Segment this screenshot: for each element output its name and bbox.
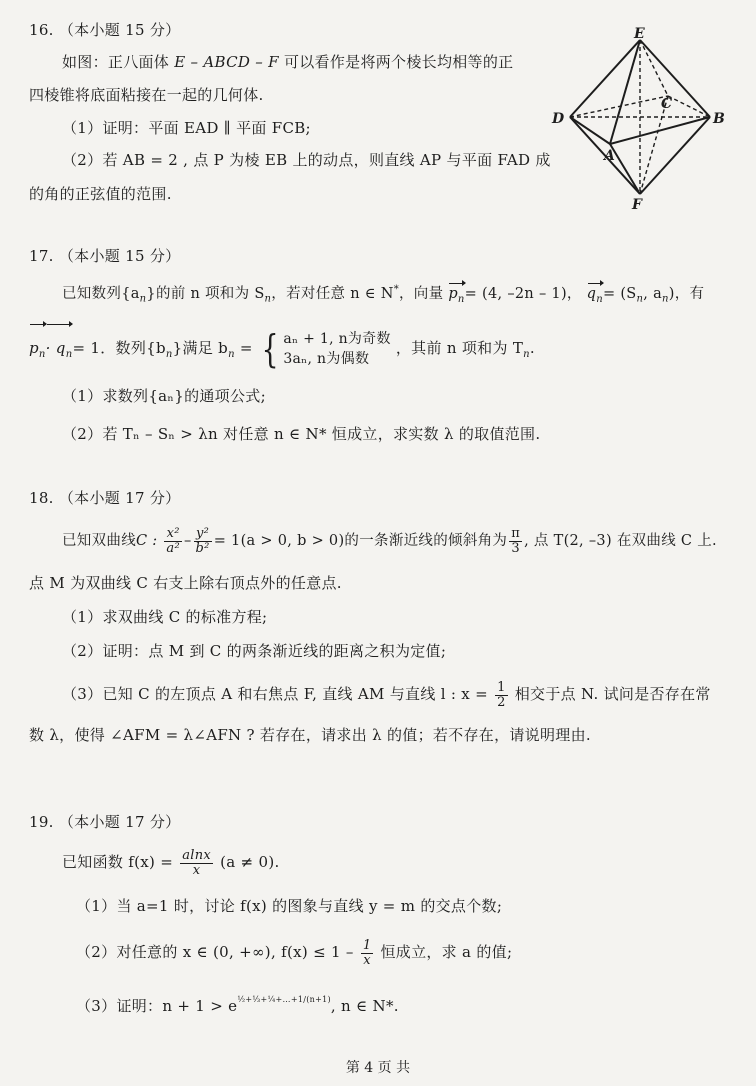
frac-den: x [192,862,201,878]
q17-l1h: = (S [602,285,637,302]
q19-p3b: , n ∈ N*. [330,997,399,1015]
q17-l1c: ，若对任意 n ∈ N [271,285,394,302]
vector-q [587,281,603,310]
q19-part1: （1）当 a=1 时，讨论 f(x) 的图象与直线 y = m 的交点个数; [76,897,503,915]
q17-line1 [62,280,704,310]
sub-n: n [139,293,147,305]
frac-num: π [511,525,521,541]
q18-header [29,488,180,508]
sub-n: n [264,293,272,305]
frac-x2-a2 [164,527,182,556]
frac-num: y² [194,527,212,542]
label-a: A [604,148,615,164]
frac-den: x [363,952,371,968]
q16-number: 16. [29,21,54,39]
label-d: D [552,111,565,127]
page-footer: 第 4 页 共 [345,1060,411,1076]
q16-intro [62,52,513,72]
q19-p3a: （3）证明：n + 1 > e [76,997,238,1015]
sub-n: n [596,293,603,305]
q18-l1c: = 1(a > 0, b > 0)的一条渐近线的倾斜角为 [213,533,508,549]
q18-part3 [62,674,711,714]
edge-ab [610,117,710,144]
sup-star: * [393,284,399,295]
label-b: B [713,111,725,127]
vec-q2-letter: · q [45,339,66,357]
q18-part2: （2）证明：点 M 到 C 的两条渐近线的距离之积为定值; [62,642,447,660]
q19-l1b: (a ≠ 0). [220,853,280,871]
q18-number: 18. [29,489,54,507]
q18-l1b: C : [136,533,158,549]
vector-p [448,281,464,310]
case-odd: aₙ + 1, n为奇数 [283,331,391,347]
q18-l1a: 已知双曲线 [62,533,136,549]
q18-part3-cont: 数 λ，使得 ∠AFM = λ∠AFN ? 若存在，请求出 λ 的值；若不存在，请说明理由. [29,726,591,744]
q16-intro-text-b: 可以看作是将两个棱长均相等的正 [283,53,514,71]
q16-part2: （2）若 AB = 2 , 点 P 为棱 EB 上的动点，则直线 AP 与平面 FAD 成 [62,151,551,169]
vec-q-letter: q [586,285,597,302]
q16-intro-math: E – ABCD – F [174,53,279,71]
edge-ec [640,40,668,96]
frac-den: 3 [511,540,520,556]
q19-part3 [76,990,399,1016]
q17-l2e: = [239,339,253,357]
sub-n: n [662,293,669,305]
q16-part2-cont: 的角的正弦值的范围. [29,185,172,203]
q18-p3b: 相交于点 N. 试问是否存在常 [514,685,711,703]
q16-part1: （1）证明：平面 EAD ∥ 平面 FCB; [62,119,311,137]
q17-l2d: }满足 b [172,339,229,357]
q17-part2: （2）若 Tₙ – Sₙ > λn 对任意 n ∈ N* 恒成立，求实数 λ 的取值范围. [62,425,541,443]
q17-l2g: . [529,339,535,357]
vec-p2-letter: p [29,339,39,357]
frac-y2-b2 [194,527,212,556]
sub-n: n [636,293,644,305]
cases-brace: { [261,327,279,371]
q19-exponent: ½+⅓+¼+…+1/(n+1) [237,995,331,1004]
edge-cb [668,96,710,117]
q17-l1b: }的前 n 项和为 S [146,285,265,302]
q17-points: （本小题 15 分） [58,247,181,265]
edge-bf [640,117,710,194]
octahedron-figure [548,26,738,212]
q19-number: 19. [29,813,54,831]
q19-p2b: 恒成立，求 a 的值; [380,943,513,961]
q17-number: 17. [29,247,54,265]
frac-den: 2 [497,694,506,710]
q17-l2c: = 1．数列{b [72,339,166,357]
sub-n: n [228,349,235,360]
sub-n: n [165,349,173,360]
q17-l1j: )，有 [668,285,705,302]
frac-num: 1 [497,679,506,695]
q17-header [29,246,180,266]
frac-1-x [361,939,374,968]
frac-alnx-x [180,849,213,878]
q16-intro-text-a: 如图：正八面体 [62,53,170,71]
sub-n: n [457,293,465,305]
q17-l1a: 已知数列{a [62,285,140,302]
q17-cases [283,329,390,369]
q18-line2: 点 M 为双曲线 C 右支上除右顶点外的任意点. [29,574,342,592]
frac-num: x² [164,527,182,542]
q16-header [29,20,180,40]
frac-den: a² [166,540,180,556]
sub-n: n [38,349,46,360]
label-c: C [661,96,673,112]
frac-num: 1 [362,937,372,953]
q19-header [29,812,180,832]
label-e: E [634,26,645,42]
vector-q-2 [46,322,73,378]
q17-part1: （1）求数列{aₙ}的通项公式; [62,387,266,405]
q18-points: （本小题 17 分） [58,489,181,507]
q17-line2 [29,322,535,371]
q19-line1 [62,842,280,882]
label-f: F [632,197,642,212]
frac-1-2 [495,681,508,710]
frac-pi-3 [509,527,522,556]
q19-p2a: （2）对任意的 x ∈ (0, +∞), f(x) ≤ 1 – [76,943,354,961]
vec-p-letter: p [448,285,458,302]
frac-num: alnx [182,847,212,863]
q18-part1: （1）求双曲线 C 的标准方程; [62,608,268,626]
q19-l1a: 已知函数 f(x) = [62,853,174,871]
q16-points: （本小题 15 分） [58,21,181,39]
edge-eb [640,40,710,117]
minus: – [183,533,192,549]
sub-n: n [65,349,73,360]
case-even: 3aₙ, n为偶数 [283,351,370,367]
q18-p3a: （3）已知 C 的左顶点 A 和右焦点 F, 直线 AM 与直线 l : x = [62,685,488,703]
q17-l1f: = (4, –2n – 1)， [464,285,582,302]
q18-line1 [62,521,717,561]
q17-l1i: , a [643,285,663,302]
sub-n: n [523,349,530,360]
vector-p-2 [29,322,46,378]
q19-part2 [76,932,512,972]
q17-l2f: ，其前 n 项和为 T [395,339,524,357]
q18-l1d: , 点 T(2, –3) 在双曲线 C 上. [524,533,717,549]
q19-points: （本小题 17 分） [58,813,181,831]
frac-den: b² [195,540,210,556]
q16-intro-cont: 四棱锥将底面粘接在一起的几何体. [29,86,264,104]
q17-l1d: ，向量 [399,285,444,302]
